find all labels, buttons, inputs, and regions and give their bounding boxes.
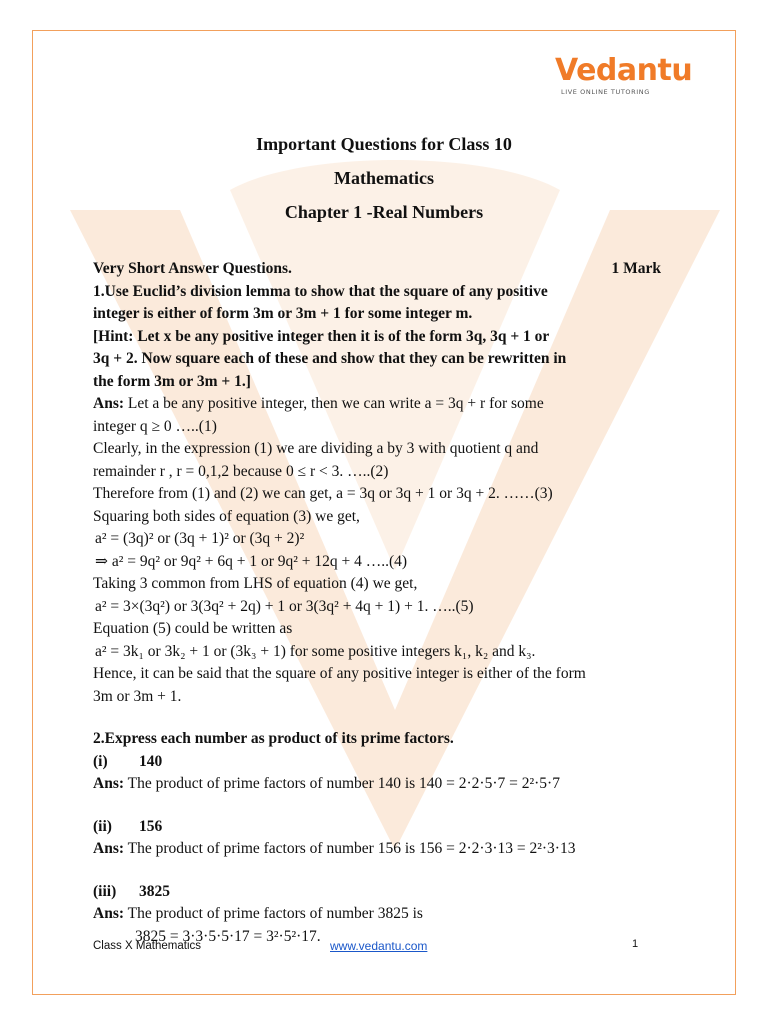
q2-ans-label: Ans: (93, 840, 125, 857)
q1-ans-line-9: Hence, it can be said that the square of any positive integer is either of the form (93, 665, 586, 682)
q2-part-value: 3825 (139, 882, 170, 900)
q1-ans-line-5: Therefore from (1) and (2) we can get, a = 3q or 3q + 1 or 3q + 2. ……(3) (93, 485, 553, 502)
q1-ans-line-3: Clearly, in the expression (1) we are dividing a by 3 with quotient q and (93, 440, 539, 457)
q1-equation-2: ⇒ a² = 9q² or 9q² + 6q + 1 or 9q² + 12q + 4 …..(4) (95, 552, 408, 570)
q1-ans-label: Ans: (93, 395, 125, 412)
q1-ans-line-2: integer q ≥ 0 …..(1) (93, 417, 217, 435)
q2-question: 2.Express each number as product of its prime factors. (93, 730, 454, 747)
q2-ans-equation: 3825 = 3·3·5·5·17 = 3²·5²·17. (135, 927, 321, 945)
document-subject: Mathematics (334, 168, 434, 188)
q1-question-line-1: 1.Use Euclid’s division lemma to show that the square of any positive (93, 282, 548, 300)
page-number: 1 (632, 938, 639, 950)
vedantu-logo (555, 53, 693, 96)
q1-hint-line-1: [Hint: Let x be any positive integer then it is of the form 3q, 3q + 1 or (93, 327, 550, 345)
q1-ans-line-4: remainder r , r = 0,1,2 because 0 ≤ r < 3. …..(2) (93, 462, 389, 480)
q2-part-value: 156 (139, 817, 163, 835)
q2-ans-text: The product of prime factors of number 140 is 140 = 2·2·5·7 = 2²·5·7 (127, 775, 560, 792)
q2-part-number: (i) (93, 752, 108, 770)
q2-ans-text: The product of prime factors of number 3825 is (127, 905, 423, 922)
q2-ans-label: Ans: (93, 905, 125, 922)
q1-equation-3: a² = 3×(3q²) or 3(3q² + 2q) + 1 or 3(3q² + 4q + 1) + 1. …..(5) (95, 597, 474, 615)
q1-hint-line-3: the form 3m or 3m + 1.] (93, 372, 251, 390)
q2-ans-text: The product of prime factors of number 156 is 156 = 2·2·3·13 = 2²·3·13 (127, 840, 576, 857)
q1-ans-line-8: Equation (5) could be written as (93, 620, 293, 637)
q1-ans-line-10: 3m or 3m + 1. (93, 687, 182, 705)
q2-part-value: 140 (139, 752, 163, 770)
footer-website-link[interactable]: www.vedantu.com (330, 939, 428, 953)
chapter-title: Chapter 1 -Real Numbers (284, 202, 484, 222)
q1-question-line-2: integer is either of form 3m or 3m + 1 for some integer m. (93, 305, 473, 322)
q1-hint (93, 326, 661, 394)
section-header (93, 258, 661, 281)
q1-ans-line-1: Let a be any positive integer, then we can write a = 3q + r for some (127, 395, 544, 412)
q1-equation-4: a² = 3k₁ or 3k₂ + 1 or (3k₃ + 1) for some positive integers k₁, k₂ and k₃. (95, 642, 536, 660)
q1-answer (93, 393, 661, 708)
q1-hint-line-2: 3q + 2. Now square each of these and show that they can be rewritten in (93, 350, 567, 367)
q2-part (93, 751, 661, 796)
q2-part (93, 881, 661, 949)
q1-ans-line-6: Squaring both sides of equation (3) we get, (93, 507, 360, 525)
q2-part (93, 816, 661, 861)
q1-equation-1: a² = (3q)² or (3q + 1)² or (3q + 2)² (95, 530, 305, 547)
q2-ans-label: Ans: (93, 775, 125, 792)
q1-ans-line-7: Taking 3 common from LHS of equation (4) we get, (93, 575, 418, 592)
q1-question (93, 281, 661, 326)
document-title: Important Questions for Class 10 (256, 134, 512, 154)
section-marks: 1 Mark (611, 260, 661, 277)
section-name: Very Short Answer Questions. (93, 260, 292, 277)
q2-part-number: (iii) (93, 882, 117, 900)
q2-part-number: (ii) (93, 817, 112, 835)
logo-wordmark: Vedantu (555, 53, 693, 88)
logo-tagline: LIVE ONLINE TUTORING (561, 88, 650, 96)
main-content (93, 258, 661, 948)
footer-course: Class X Mathematics (93, 940, 202, 952)
